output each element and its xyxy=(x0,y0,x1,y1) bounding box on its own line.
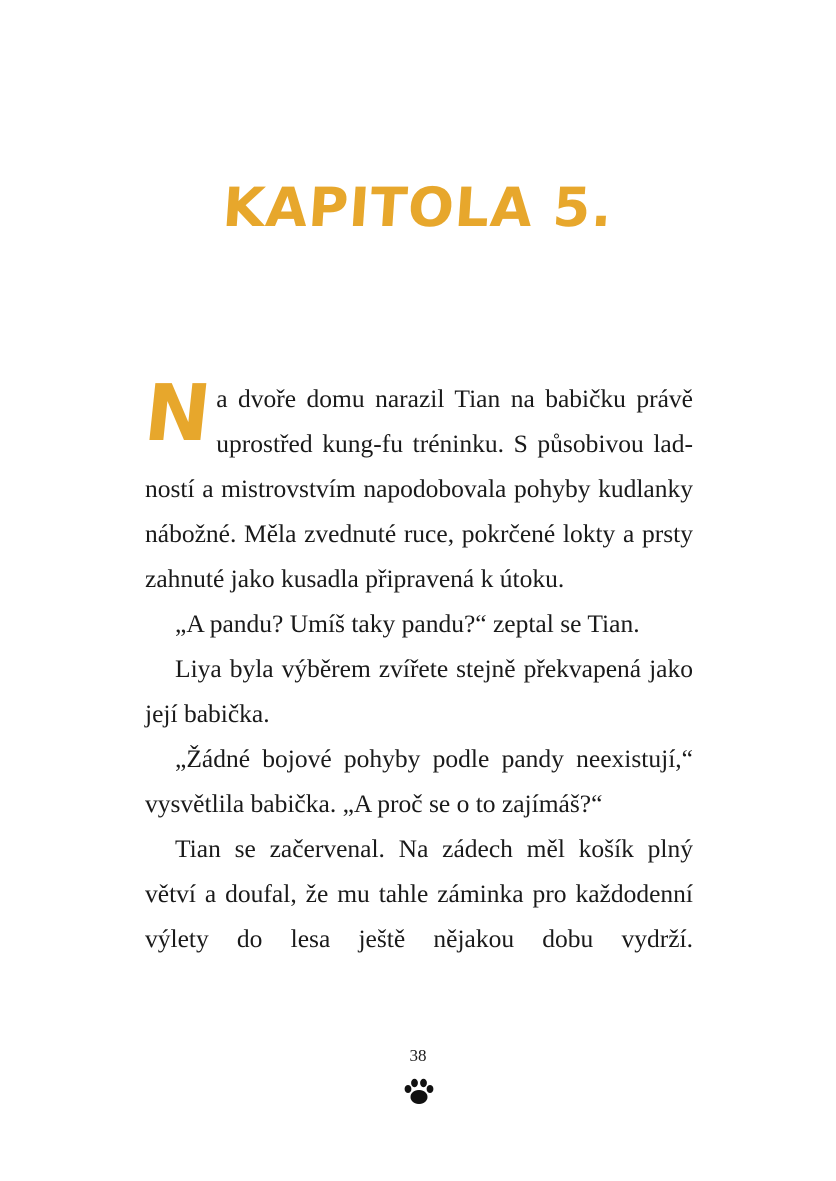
paragraph-4: „Žádné bojové pohyby podle pandy neexistují,“ vysvětlila babička. „A proč se o to zajímáš?“ xyxy=(145,744,693,818)
paragraph-3: Liya byla výběrem zvířete stejně překvapená jako její babička. xyxy=(145,654,693,728)
page-number: 38 xyxy=(409,1046,427,1065)
paragraph-1 xyxy=(140,369,693,601)
paragraph-2: „A pandu? Umíš taky pandu?“ zeptal se Tian. xyxy=(175,609,640,638)
drop-cap: N xyxy=(140,369,216,459)
chapter-title: KAPITOLA 5. xyxy=(220,176,616,239)
chapter-body xyxy=(140,369,693,961)
paw-print-icon xyxy=(403,1076,435,1108)
paragraph-5: Tian se začervenal. Na zádech měl košík plný větví a doufal, že mu tahle záminka pro každodenní výlety do lesa ještě nějakou dobu vydrží. xyxy=(145,834,693,953)
paragraph-1-text: a dvoře domu narazil Tian na babičku právě uprostřed kung-fu tréninku. S působivou ladností a mistrovstvím napodobovala pohyby kudlanky nábožné. Měla zvednuté ruce, pokrčené lokty a prsty zahnuté jako kusadla připravená k útoku. xyxy=(145,384,693,593)
